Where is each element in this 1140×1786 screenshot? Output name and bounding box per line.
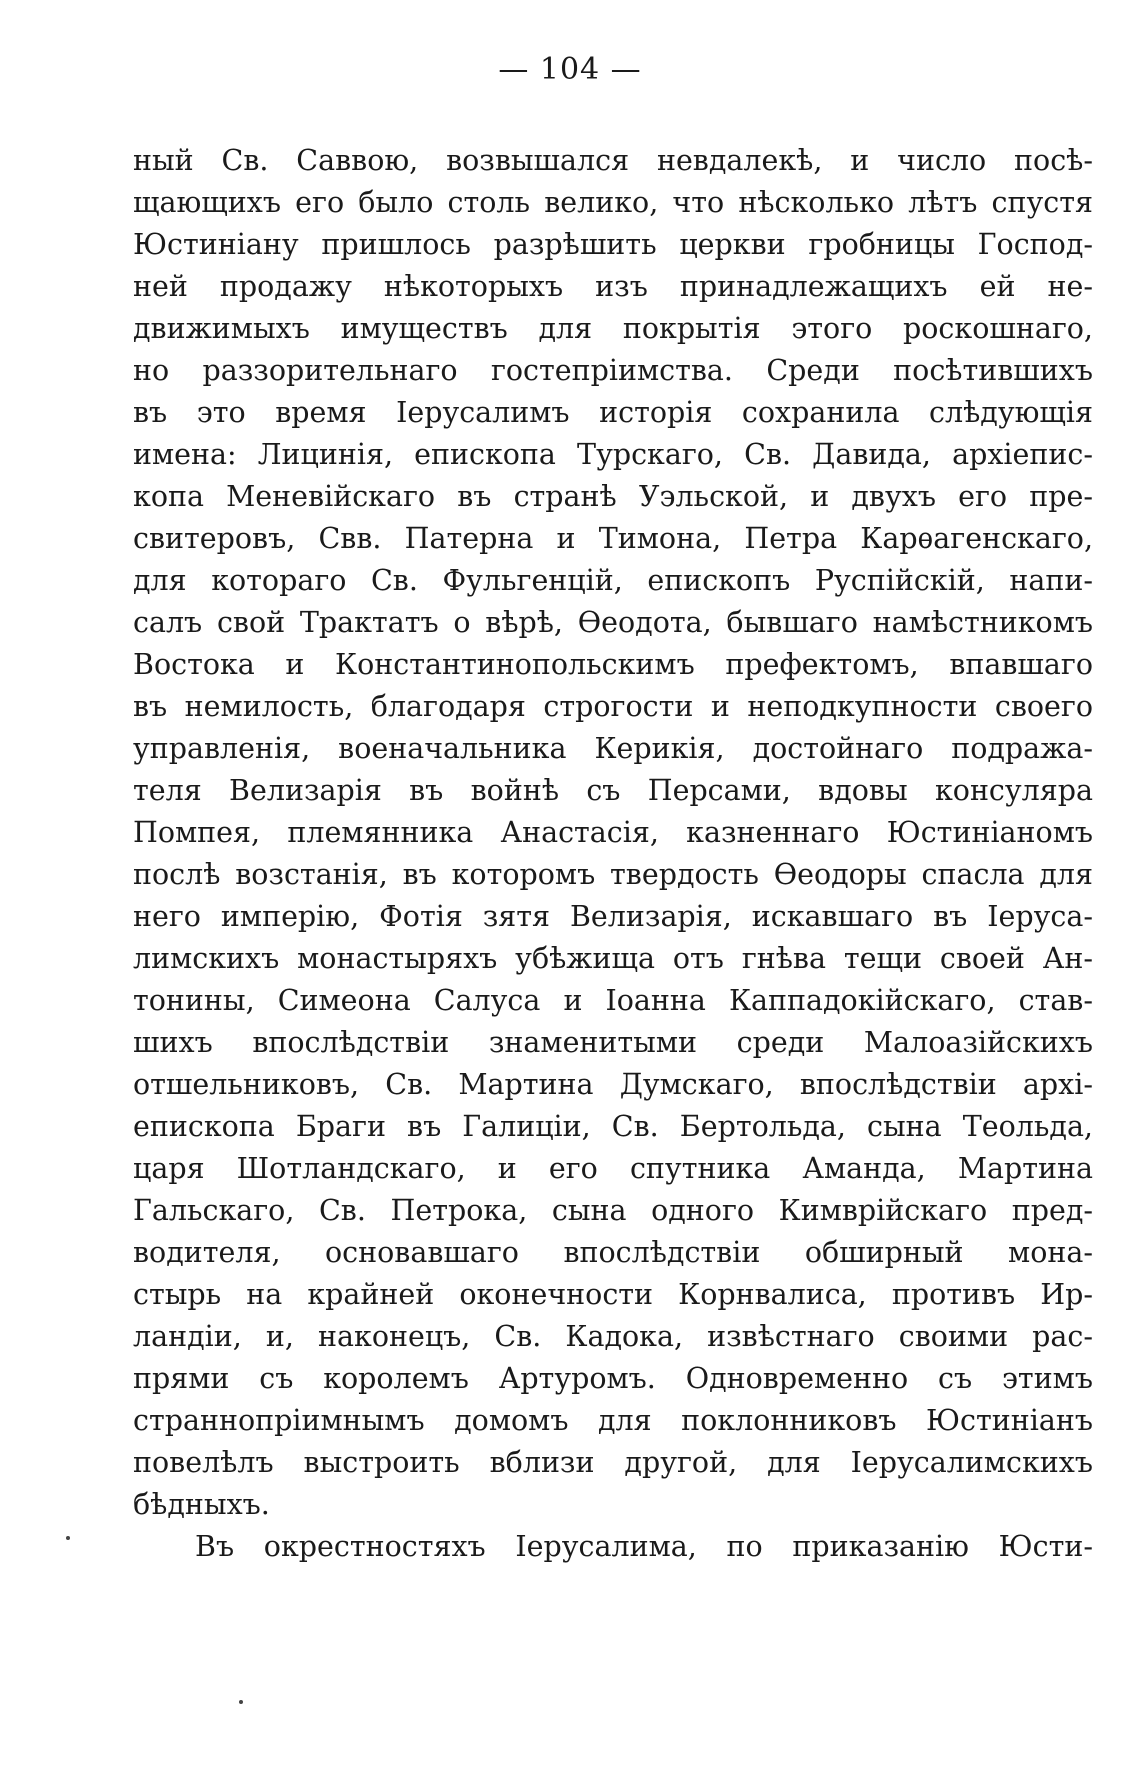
text-line: но раззорительнаго гостепріимства. Среди посѣтившихъ bbox=[133, 354, 1093, 387]
text-line: управленія, военачальника Керикія, достойнаго подража- bbox=[133, 732, 1093, 765]
text-line: стырь на крайней оконечности Корнвалиса, противъ Ир- bbox=[133, 1278, 1093, 1311]
text-line: Гальскаго, Св. Петрока, сына одного Кимврійскаго пред- bbox=[133, 1194, 1093, 1227]
text-line: царя Шотландскаго, и его спутника Аманда, Мартина bbox=[133, 1152, 1093, 1185]
text-line: свитеровъ, Свв. Патерна и Тимона, Петра Карѳагенскаго, bbox=[133, 522, 1093, 555]
text-line: для котораго Св. Фульгенцій, епископъ Руспійскій, напи- bbox=[133, 564, 1093, 597]
text-line: въ немилость, благодаря строгости и неподкупности своего bbox=[133, 690, 1093, 723]
text-line: отшельниковъ, Св. Мартина Думскаго, впослѣдствіи архі- bbox=[133, 1068, 1093, 1101]
text-line: тонины, Симеона Салуса и Іоанна Каппадокійскаго, став- bbox=[133, 984, 1093, 1017]
text-line: щающихъ его было столь велико, что нѣсколько лѣтъ спустя bbox=[133, 186, 1093, 219]
text-line: повелѣлъ выстроить вблизи другой, для Іерусалимскихъ bbox=[133, 1446, 1093, 1479]
body-text bbox=[133, 140, 1093, 1568]
text-line: послѣ возстанія, въ которомъ твердость Ѳеодоры спасла для bbox=[133, 858, 1093, 891]
text-line: имена: Лицинія, епископа Турскаго, Св. Давида, архіепис- bbox=[133, 438, 1093, 471]
text-line: него имперію, Фотія зятя Велизарія, искавшаго въ Іеруса- bbox=[133, 900, 1093, 933]
text-line: Востока и Константинопольскимъ префектомъ, впавшаго bbox=[133, 648, 1093, 681]
paragraph-end-line: бѣдныхъ. bbox=[133, 1488, 270, 1521]
text-line: прями съ королемъ Артуромъ. Одновременно съ этимъ bbox=[133, 1362, 1093, 1395]
text-line: лимскихъ монастыряхъ убѣжища отъ гнѣва тещи своей Ан- bbox=[133, 942, 1093, 975]
text-line: теля Велизарія въ войнѣ съ Персами, вдовы консуляра bbox=[133, 774, 1093, 807]
text-line: Помпея, племянника Анастасія, казненнаго Юстиніаномъ bbox=[133, 816, 1093, 849]
text-line: ный Св. Саввою, возвышался невдалекѣ, и число посѣ- bbox=[133, 144, 1093, 177]
text-line: ней продажу нѣкоторыхъ изъ принадлежащихъ ей не- bbox=[133, 270, 1093, 303]
text-line: копа Меневійскаго въ странѣ Уэльской, и двухъ его пре- bbox=[133, 480, 1093, 513]
text-line: водителя, основавшаго впослѣдствіи обширный мона- bbox=[133, 1236, 1093, 1269]
text-line: Юстиніану пришлось разрѣшить церкви гробницы Господ- bbox=[133, 228, 1093, 261]
text-line: движимыхъ имуществъ для покрытія этого роскошнаго, bbox=[133, 312, 1093, 345]
paragraph-start-line: Въ окрестностяхъ Іерусалима, по приказанію Юсти- bbox=[195, 1530, 1093, 1563]
text-line: въ это время Іерусалимъ исторія сохранила слѣдующія bbox=[133, 396, 1093, 429]
print-speck bbox=[66, 1536, 70, 1540]
text-line: епископа Браги въ Галиціи, Св. Бертольда, сына Теольда, bbox=[133, 1110, 1093, 1143]
page-number: — 104 — bbox=[498, 52, 642, 87]
text-line: шихъ впослѣдствіи знаменитыми среди Малоазійскихъ bbox=[133, 1026, 1093, 1059]
text-line: ландіи, и, наконецъ, Св. Кадока, извѣстнаго своими рас- bbox=[133, 1320, 1093, 1353]
text-line: салъ свой Трактатъ о вѣрѣ, Ѳеодота, бывшаго намѣстникомъ bbox=[133, 606, 1093, 639]
print-speck bbox=[239, 1700, 243, 1704]
text-line: страннопріимнымъ домомъ для поклонниковъ Юстиніанъ bbox=[133, 1404, 1093, 1437]
